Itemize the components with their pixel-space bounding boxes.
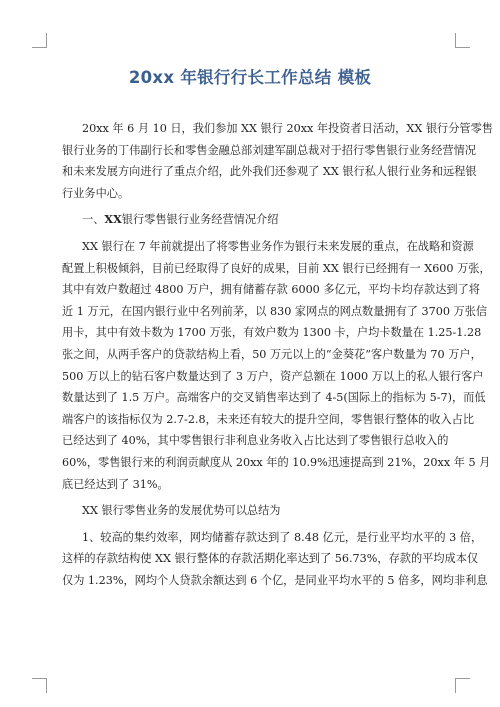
crop-mark-top-right [455,33,470,48]
paragraph-line: 60%，零售银行来的利润贡献度从 20xx 年的 10.9%迅速提高到 21%，20xx 年 5 月 [62,455,491,469]
crop-mark-bottom-right [455,678,470,693]
paragraph-line: 用卡，其中有效卡数为 1700 万张，有效户数为 1300 卡，户均卡数量在 1.25-1.28 [62,326,482,340]
intro-line: 和未来发展方向进行了重点介绍，此外我们还参观了 XX 银行私人银行业务和远程银 [62,165,477,179]
document-body [62,118,493,591]
document-title: 20xx 年银行行长工作总结 模板 [128,68,372,87]
paragraph-line: 近 1 万元，在国内银行业中名列前茅，以 830 家网点的网点数量拥有了 3700 万张信 [62,304,488,318]
paragraph-line: XX 银行零售业务的发展优势可以总结为 [82,504,281,518]
paragraph-line: 这样的存款结构使 XX 银行整体的存款活期化率达到了 56.73%，存款的平均成本仅 [62,552,479,566]
crop-mark-top-left [32,33,47,48]
paragraph-line: 其中有效户数超过 4800 万户，拥有储蓄存款 6000 多亿元，平均卡均存款达到了将 [62,283,480,297]
paragraph-line: 底已经达到了 31%。 [62,477,169,491]
intro-line: 行业务中心。 [62,186,130,200]
paragraph-line: 500 万以上的钻石客户数量达到了 3 万户，资产总额在 1000 万以上的私人银行客户 [62,369,484,383]
paragraph-line: 张之间，从两手客户的贷款结构上看，50 万元以上的“金葵花”客户数量为 70 万户， [62,347,482,361]
paragraph-line: 配置上积极倾斜，目前已经取得了良好的成果，目前 XX 银行已经拥有一 X600 万张， [62,261,491,275]
paragraph-line: 已经达到了 40%，其中零售银行非利息业务收入占比达到了零售银行总收入的 [62,434,449,448]
paragraph-line: XX 银行在 7 年前就提出了将零售业务作为银行未来发展的重点，在战略和资源 [82,239,474,253]
intro-line: 20xx 年 6 月 10 日，我们参加 XX 银行 20xx 年投资者日活动，XX 银行分管零售 [82,122,493,135]
paragraph-line: 端客户的该指标仅为 2.7-2.8，未来还有较大的提升空间，零售银行整体的收入占比 [62,412,475,426]
section-number: 一、 [82,213,105,227]
crop-mark-bottom-left [32,678,47,693]
section-heading [62,209,438,231]
section-heading-text: 银行零售银行业务经营情况介绍 [121,213,279,227]
paragraph-line: 1、较高的集约效率，网均储蓄存款达到了 8.48 亿元，是行业平均水平的 3 倍， [82,530,483,544]
intro-line: 银行业务的丁伟副行长和零售金融总部刘建军副总裁对于招行零售银行业务经营情况 [62,143,476,157]
paragraph-line: 仅为 1.23%，网均个人贷款余额达到 6 个亿，是同业平均水平的 5 倍多，网均非利息 [62,573,488,587]
section-heading-bold: XX [104,212,122,227]
paragraph-line: 数量达到了 1.5 万户。高端客户的交叉销售率达到了 4-5(国际上的指标为 5-7)，而低 [62,391,486,405]
